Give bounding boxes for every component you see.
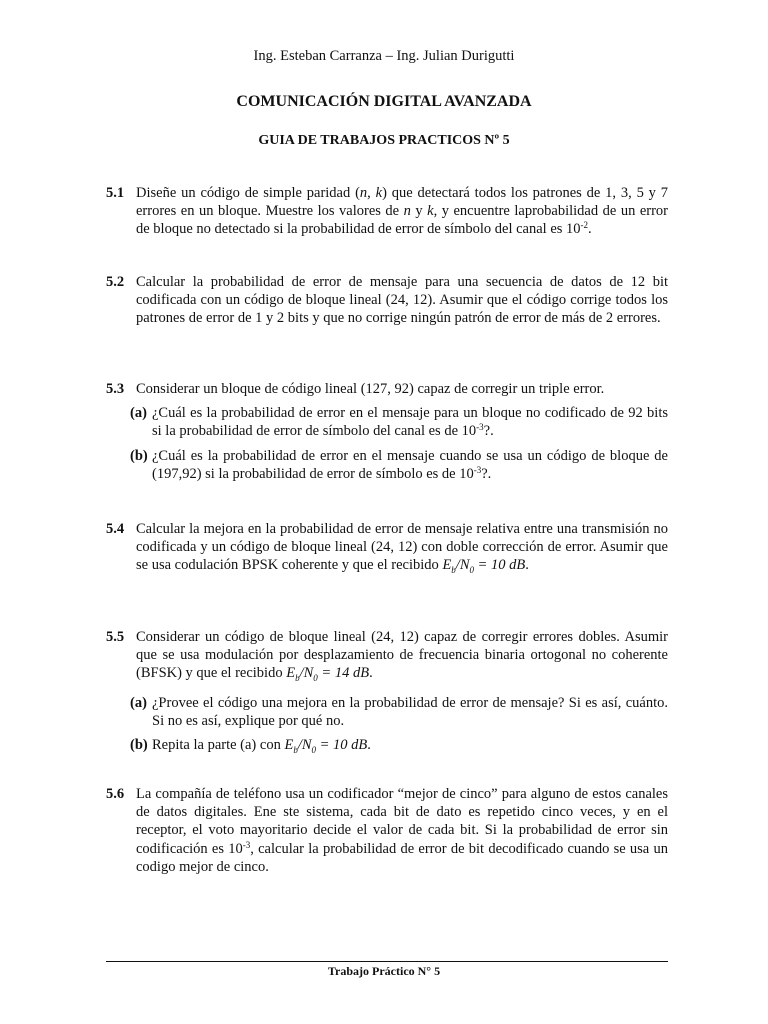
problem-text: Diseñe un código de simple paridad (n, k) que detectará todos los patrones de 1, 3, 5 y 7 errores en un bloque. Muestre los valores de n y k, y encuentre laprobabilidad de un error de bloque no detectado si la probabilidad de error de símbolo del canal es $10^{-2}$.	[136, 185, 669, 238]
subitem-a	[130, 404, 668, 440]
problem-text: Calcular la mejora en la probabilidad de error de mensaje relativa entre una transmisión no codificada y un código de bloque lineal (24, 12) con doble corrección de error. Asumir que se usa codulación BPSK coherente y que el recibido $E_b/N_0 = 10$ dB.	[136, 521, 668, 576]
problem-5-4	[106, 520, 668, 580]
subitem-label: (b)	[130, 447, 148, 464]
page-footer: Trabajo Práctico N° 5	[327, 964, 441, 978]
problem-text: Considerar un código de bloque lineal (24, 12) capaz de corregir errores dobles. Asumir que se usa modulación por desplazamiento de frecuencia binaria ortogonal no coherente (BFSK) y que el recibido $E_b/N_0 = 14$ dB.	[136, 629, 668, 684]
problem-text: Considerar un bloque de código lineal (127, 92) capaz de corregir un triple error.	[136, 381, 605, 397]
problem-5-3	[106, 380, 668, 483]
authors-line: Ing. Esteban Carranza – Ing. Julian Durigutti	[253, 48, 515, 64]
problem-text: La compañía de teléfono usa un codificador “mejor de cinco” para alguno de estos canales de datos digitales. Ene ste sistema, cada bit de dato es repetido cinco veces, y en el receptor, el voto mayoritario decide el valor de cada bit. Si la probabilidad de error sin codificación es $10^{-3}$, calcular la probabilidad de error de bit decodificado cuando se usa un codigo mejor de cinco.	[136, 786, 668, 875]
subitem-text: ¿Provee el código una mejora en la probabilidad de error de mensaje? Si es así, cuánto. Si no es así, explique por qué no.	[152, 694, 668, 729]
subitem-text: ¿Cuál es la probabilidad de error en el mensaje para un bloque no codificado de 92 bits si la probabilidad de error de símbolo del canal es de $10^{-3}$?.	[152, 405, 668, 440]
subitem-label: (a)	[130, 405, 147, 422]
subitem-text: Repita la parte (a) con $E_b/N_0 = 10$ dB.	[152, 736, 371, 755]
subitem-b	[130, 736, 668, 759]
problem-text: Calcular la probabilidad de error de mensaje para una secuencia de datos de 12 bit codificada con un código de bloque lineal (24, 12). Asumir que el código corrige todos los patrones de error de 1 y 2 bits y que no corrige ningún patrón de error de más de 2 errores.	[136, 274, 668, 327]
document-title: COMUNICACIÓN DIGITAL AVANZADA	[236, 93, 532, 110]
problem-5-2	[106, 273, 668, 328]
problem-number: 5.6	[106, 786, 125, 802]
problem-number: 5.2	[106, 274, 125, 290]
subitem-label: (a)	[130, 694, 147, 711]
problem-number: 5.1	[106, 185, 125, 201]
problem-5-1	[106, 184, 668, 239]
problem-number: 5.4	[106, 521, 125, 537]
document-subtitle: GUIA DE TRABAJOS PRACTICOS Nº 5	[258, 133, 510, 148]
subitem-label: (b)	[130, 736, 148, 753]
problem-number: 5.5	[106, 629, 125, 645]
subitem-b	[130, 447, 668, 483]
subitem-a	[130, 694, 668, 730]
problem-5-6	[106, 785, 668, 876]
footer-divider	[106, 961, 668, 962]
problem-5-5	[106, 628, 668, 759]
subitem-text: ¿Cuál es la probabilidad de error en el mensaje cuando se usa un código de bloque de (197,92) si la probabilidad de error de símbolo es de $10^{-3}$?.	[152, 447, 668, 482]
problem-number: 5.3	[106, 381, 125, 397]
